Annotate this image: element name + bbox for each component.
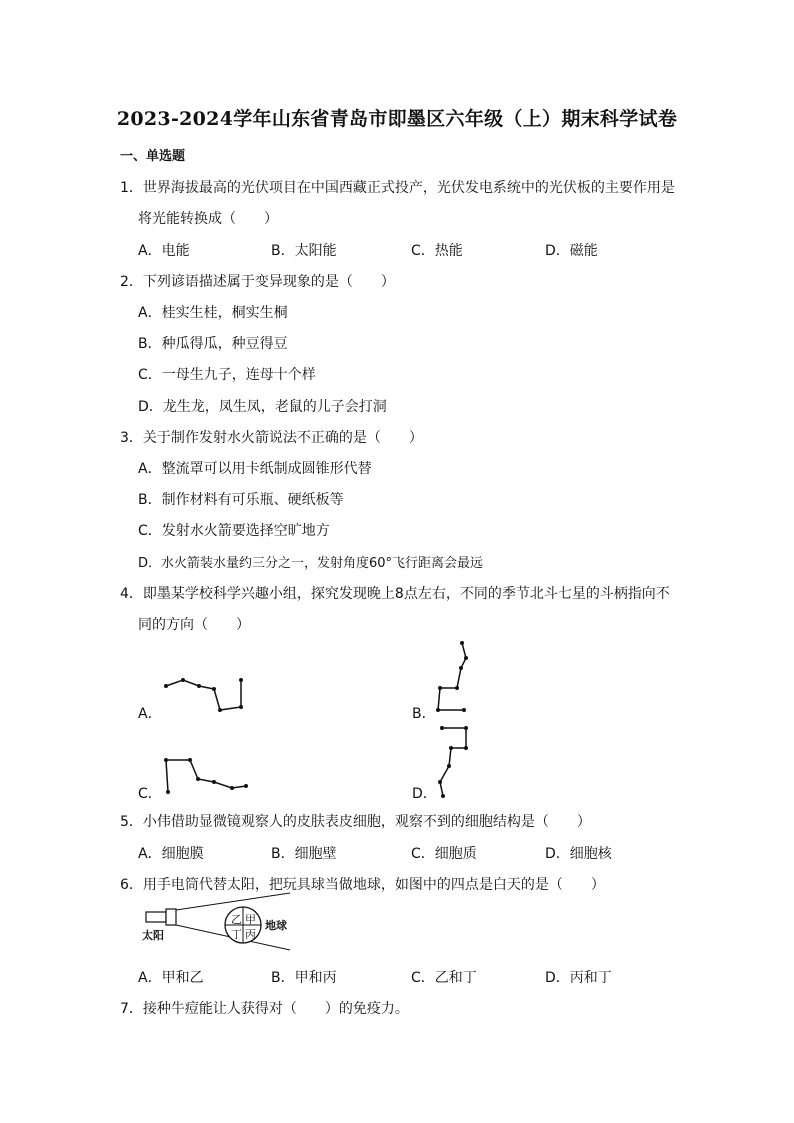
q6-option-b[interactable]: B．甲和丙 bbox=[271, 970, 337, 986]
point-yi-label: 乙 bbox=[231, 913, 242, 926]
q4-option-b-label[interactable]: B． bbox=[412, 706, 436, 722]
q2-option-b[interactable]: B．种瓜得瓜，种豆得豆 bbox=[138, 336, 288, 352]
q2-option-d[interactable]: D．龙生龙，凤生凤，老鼠的儿子会打洞 bbox=[138, 399, 387, 415]
q4-option-a-label[interactable]: A． bbox=[138, 706, 162, 722]
q5-option-d[interactable]: D．细胞核 bbox=[545, 846, 612, 862]
q3-option-c[interactable]: C．发射水火箭要选择空旷地方 bbox=[138, 523, 330, 539]
point-ding-label: 丁 bbox=[231, 928, 242, 941]
q4-option-d-label[interactable]: D． bbox=[412, 786, 437, 802]
q4-option-c-label[interactable]: C． bbox=[138, 786, 162, 802]
question-2-text: 2．下列谚语描述属于变异现象的是（ ） bbox=[120, 274, 395, 290]
q5-option-c[interactable]: C．细胞质 bbox=[411, 846, 477, 862]
point-bing-label: 丙 bbox=[245, 928, 256, 941]
q6-option-d[interactable]: D．丙和丁 bbox=[545, 970, 612, 986]
question-4-line1: 4．即墨某学校科学兴趣小组，探究发现晚上8点左右，不同的季节北斗七星的斗柄指向不 bbox=[120, 586, 670, 602]
sun-label: 太阳 bbox=[142, 929, 164, 942]
q6-option-c[interactable]: C．乙和丁 bbox=[411, 970, 477, 986]
page-title: 2023-2024学年山东省青岛市即墨区六年级（上）期末科学试卷 bbox=[116, 108, 678, 130]
question-1-line1: 1．世界海拔最高的光伏项目在中国西藏正式投产，光伏发电系统中的光伏板的主要作用是 bbox=[120, 180, 675, 196]
section-heading: 一、单选题 bbox=[120, 149, 186, 164]
q3-option-b[interactable]: B．制作材料有可乐瓶、硬纸板等 bbox=[138, 492, 344, 508]
q1-option-b[interactable]: B．太阳能 bbox=[271, 243, 337, 259]
q2-option-c[interactable]: C．一母生九子，连母十个样 bbox=[138, 367, 316, 383]
q1-option-d[interactable]: D．磁能 bbox=[545, 243, 598, 259]
earth-label: 地球 bbox=[265, 919, 287, 932]
q5-option-b[interactable]: B．细胞壁 bbox=[271, 846, 337, 862]
q5-option-a[interactable]: A．细胞膜 bbox=[138, 846, 204, 862]
q2-option-a[interactable]: A．桂实生桂，桐实生桐 bbox=[138, 305, 288, 321]
q1-option-c[interactable]: C．热能 bbox=[411, 243, 463, 259]
point-jia-label: 甲 bbox=[245, 913, 256, 926]
question-1-line2: 将光能转换成（ ） bbox=[138, 211, 278, 227]
q3-option-d[interactable]: D．水火箭装水量约三分之一，发射角度60°飞行距离会最远 bbox=[138, 556, 484, 571]
q1-option-a[interactable]: A．电能 bbox=[138, 243, 190, 259]
question-3-text: 3．关于制作发射水火箭说法不正确的是（ ） bbox=[120, 430, 423, 446]
q6-option-a[interactable]: A．甲和乙 bbox=[138, 970, 204, 986]
question-6-text: 6．用手电筒代替太阳，把玩具球当做地球，如图中的四点是白天的是（ ） bbox=[120, 877, 605, 893]
q3-option-a[interactable]: A．整流罩可以用卡纸制成圆锥形代替 bbox=[138, 461, 372, 477]
question-5-text: 5．小伟借助显微镜观察人的皮肤表皮细胞，观察不到的细胞结构是（ ） bbox=[120, 814, 591, 830]
question-7-text: 7．接种牛痘能让人获得对（ ）的免疫力。 bbox=[120, 1001, 409, 1017]
question-4-line2: 同的方向（ ） bbox=[138, 617, 250, 633]
